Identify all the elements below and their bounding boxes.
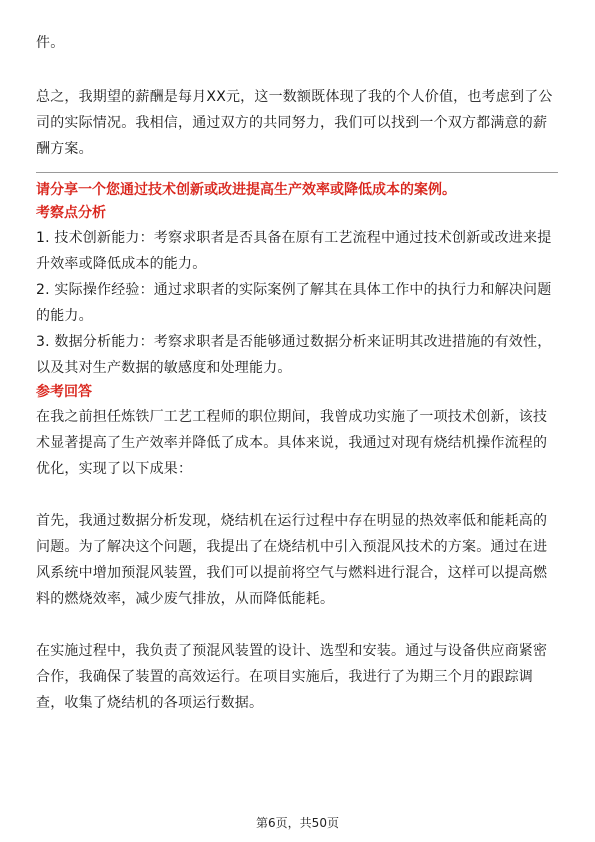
answer-line: 优化，实现了以下成果：: [36, 461, 193, 477]
answer-line: 在实施过程中，我负责了预混风装置的设计、选型和安装。通过与设备供应商紧密: [36, 643, 548, 659]
section-divider: [36, 172, 558, 173]
answer-line: 在我之前担任炼铁厂工艺工程师的职位期间，我曾成功实施了一项技术创新，该技: [36, 409, 548, 425]
answer-paragraph-1: [36, 404, 558, 482]
answer-line: 风系统中增加预混风装置，我们可以提前将空气与燃料进行混合，这样可以提高燃: [36, 565, 548, 581]
analysis-line: 3. 数据分析能力：考察求职者是否能够通过数据分析来证明其改进措施的有效性，: [36, 334, 552, 350]
spacer: [36, 482, 558, 508]
answer-line: 查，收集了烧结机的各项运行数据。: [36, 695, 264, 711]
analysis-line: 升效率或降低成本的能力。: [36, 256, 207, 272]
answer-paragraph-2: [36, 508, 558, 612]
answer-paragraph-3: [36, 638, 558, 716]
answer-line: 首先，我通过数据分析发现，烧结机在运行过程中存在明显的热效率低和能耗高的: [36, 513, 548, 529]
analysis-line: 的能力。: [36, 308, 93, 324]
page-number: 第6页，共50页: [256, 816, 339, 830]
analysis-line: 2. 实际操作经验：通过求职者的实际案例了解其在具体工作中的执行力和解决问题: [36, 282, 552, 298]
spacer: [36, 612, 558, 638]
summary-line: 酬方案。: [36, 141, 93, 157]
answer-line: 料的燃烧效率，减少废气排放，从而降低能耗。: [36, 591, 335, 607]
answer-line: 合作，我确保了装置的高效运行。在项目实施后，我进行了为期三个月的跟踪调: [36, 669, 533, 685]
summary-line: 司的实际情况。我相信，通过双方的共同努力，我们可以找到一个双方都满意的薪: [36, 115, 548, 131]
summary-paragraph: [36, 84, 558, 162]
analysis-list: [36, 225, 558, 381]
answer-heading: 参考回答: [36, 384, 92, 400]
interview-question: 请分享一个您通过技术创新或改进提高生产效率或降低成本的案例。: [36, 182, 456, 198]
answer-line: 术显著提高了生产效率并降低了成本。具体来说，我通过对现有烧结机操作流程的: [36, 435, 548, 451]
document-body: [36, 30, 558, 716]
answer-line: 问题。为了解决这个问题，我提出了在烧结机中引入预混风技术的方案。通过在进: [36, 539, 548, 555]
analysis-heading: 考察点分析: [36, 205, 106, 221]
analysis-line: 以及其对生产数据的敏感度和处理能力。: [36, 360, 292, 376]
summary-line: 总之，我期望的薪酬是每月XX元，这一数额既体现了我的个人价值，也考虑到了公: [36, 89, 553, 105]
analysis-line: 1. 技术创新能力：考察求职者是否具备在原有工艺流程中通过技术创新或改进来提: [36, 230, 552, 246]
spacer: [36, 56, 558, 84]
intro-tail-text: 件。: [36, 35, 65, 51]
